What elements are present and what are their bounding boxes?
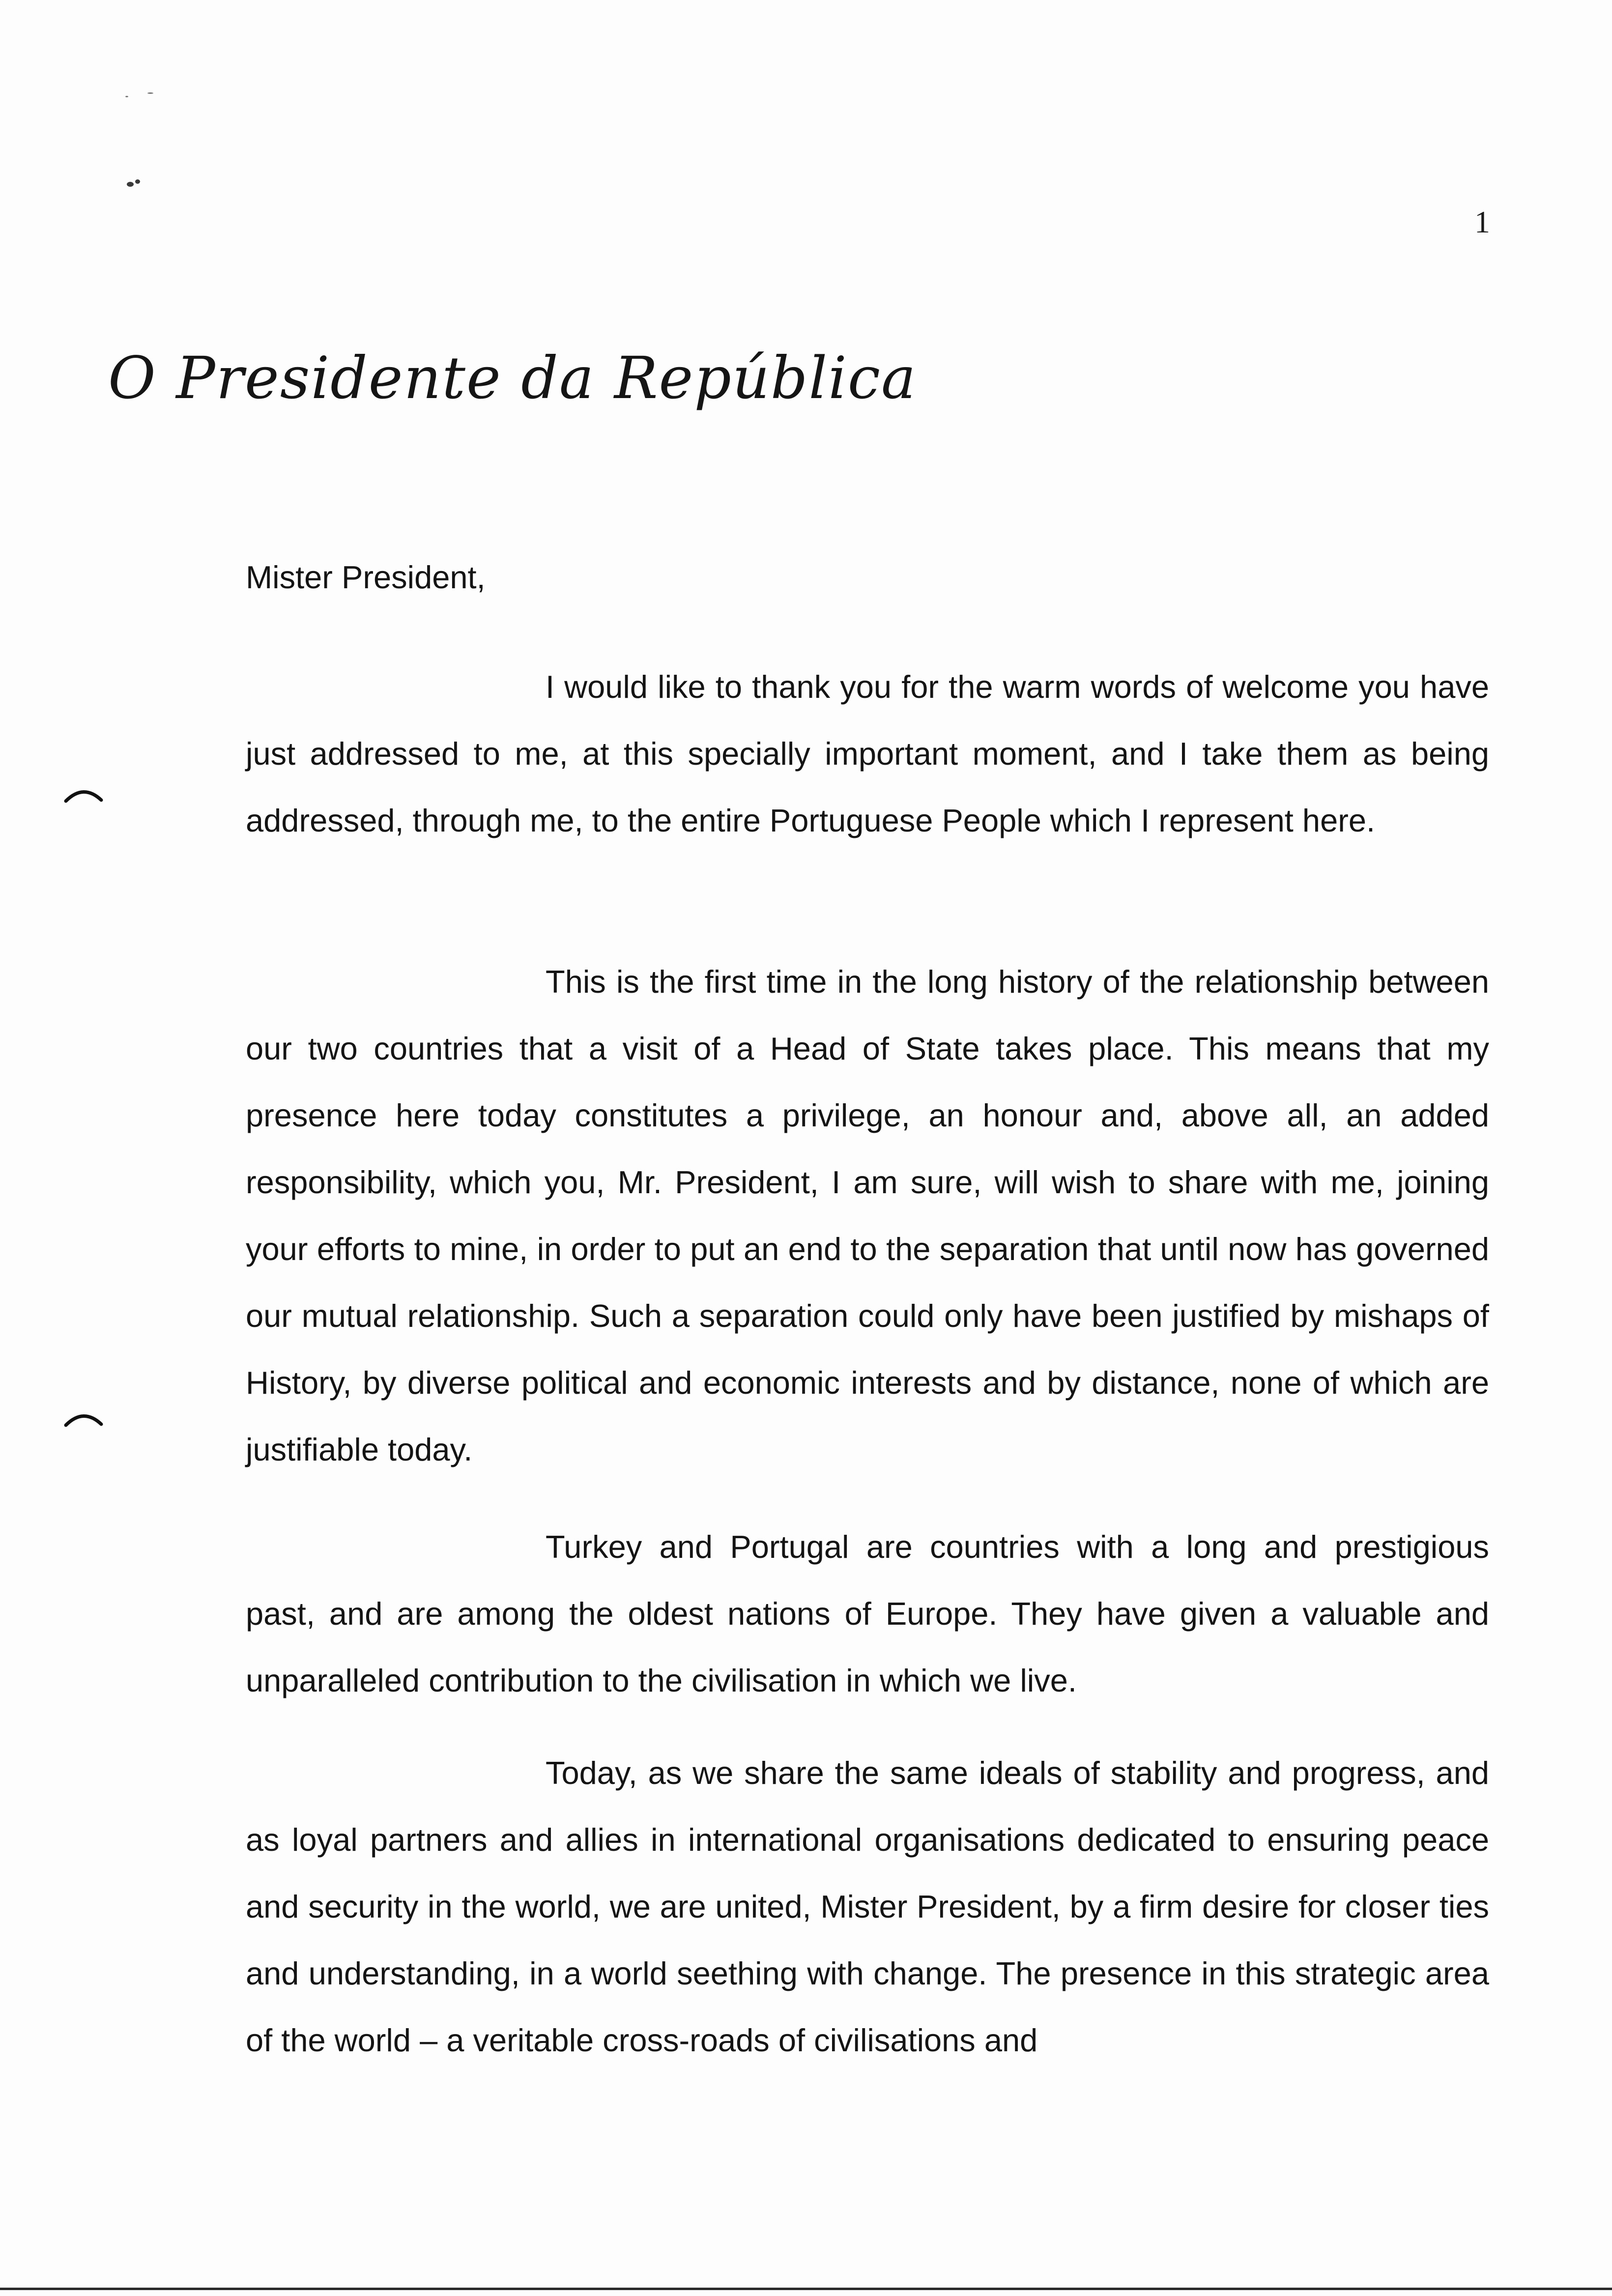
punch-hole-mark-icon [64, 1410, 103, 1430]
paragraph: I would like to thank you for the warm words of welcome you have just addressed to me, at this specially important moment, and I take them as being addressed, through me, to the entire Portuguese People which I represent here. [246, 669, 1489, 838]
scan-speck [125, 96, 128, 97]
scan-speck [127, 182, 134, 187]
salutation: Mister President, [246, 559, 486, 595]
scan-speck [147, 92, 153, 94]
letterhead-script: O Presidente da República [108, 344, 917, 412]
scan-bottom-edge [0, 2288, 1612, 2290]
page-number: 1 [1474, 204, 1490, 239]
scan-speck [135, 179, 140, 184]
paragraph: Today, as we share the same ideals of stability and progress, and as loyal partners and allies in international organisations dedicated to ensuring peace and security in the world, we are united, Mister President, by a firm desire for closer ties and understanding, in a world seething with change. The presence in this strategic area of the world – a veritable cross-roads of civilisations and [246, 1755, 1489, 2058]
paragraph: This is the first time in the long history of the relationship between our two countries that a visit of a Head of State takes place. This means that my presence here today constitutes a privilege, an honour and, above all, an added responsibility, which you, Mr. President, I am sure, will wish to share with me, joining your efforts to mine, in order to put an end to the separation that until now has governed our mutual relationship. Such a separation could only have been justified by mishaps of History, by diverse political and economic interests and by distance, none of which are justifiable today. [246, 964, 1489, 1467]
punch-hole-mark-icon [64, 786, 103, 806]
paragraph: Turkey and Portugal are countries with a long and prestigious past, and are among the oldest nations of Europe. They have given a valuable and unparalleled contribution to the civilisation in which we live. [246, 1529, 1489, 1698]
